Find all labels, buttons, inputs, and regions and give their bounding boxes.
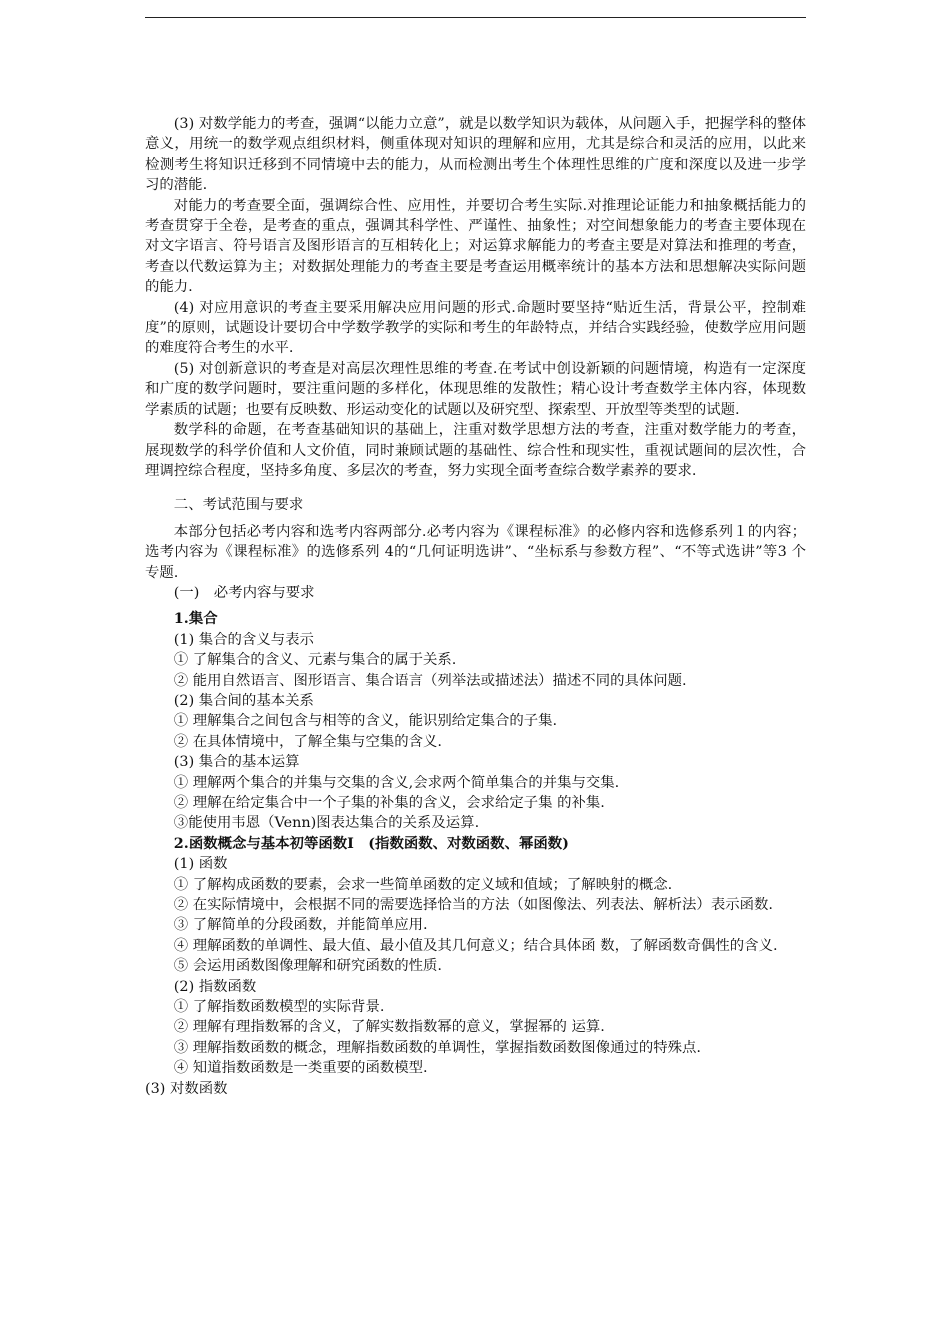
item-function-5: ⑤ 会运用函数图像理解和研究函数的性质. (173, 958, 442, 975)
item-exponential-function: (2) 指数函数 (173, 978, 257, 995)
item-exponential-3: ③ 理解指数函数的概念，理解指数函数的单调性，掌握指数函数图像通过的特殊点. (173, 1039, 702, 1056)
item-set-meaning-1: ① 了解集合的含义、元素与集合的属于关系. (173, 652, 457, 669)
item-function-2: ② 在实际情境中，会根据不同的需要选择恰当的方法（如图像法、列表法、解析法）表示函数. (173, 897, 773, 914)
item-exponential-1: ① 了解指数函数模型的实际背景. (173, 999, 385, 1016)
item-set-relations: (2) 集合间的基本关系 (173, 692, 314, 709)
item-set-operations-3: ③能使用韦恩（Venn)图表达集合的关系及运算. (173, 815, 480, 832)
item-set-relations-1: ① 理解集合之间包含与相等的含义，能识别给定集合的子集. (173, 713, 558, 730)
subsection-heading-required: (一) 必考内容与要求 (173, 584, 315, 601)
section-heading-scope: 二、考试范围与要求 (173, 497, 304, 514)
document-body (145, 114, 806, 1099)
item-exponential-4: ④ 知道指数函数是一类重要的函数模型. (173, 1060, 428, 1077)
item-logarithmic-function: (3) 对数函数 (145, 1080, 228, 1097)
item-exponential-2: ② 理解有理指数幂的含义，了解实数指数幂的意义，掌握幂的 运算. (173, 1019, 605, 1036)
paragraph-application-awareness: (4) 对应用意识的考查主要采用解决应用问题的形式.命题时要坚持“贴近生活，背景公平，控制难度”的原则，试题设计要切合中学数学教学的实际和考生的年龄特点，并结合实践经验，使数学应用问题的难度符合考生的水平. (145, 299, 806, 357)
item-set-meaning-2: ② 能用自然语言、图形语言、集合语言（列举法或描述法）描述不同的具体问题. (173, 672, 687, 689)
item-function-3: ③ 了解简单的分段函数，并能简单应用. (173, 917, 428, 934)
topic-heading-sets: 1.集合 (173, 610, 218, 628)
topic-heading-functions: 2.函数概念与基本初等函数Ⅰ (指数函数、对数函数、幂函数) (173, 834, 569, 852)
spacer (145, 481, 806, 495)
paragraph-innovation-awareness: (5) 对创新意识的考查是对高层次理性思维的考查.在考试中创设新颖的问题情境，构造有一定深度和广度的数学问题时，要注重问题的多样化，体现思维的发散性；精心设计考查数学主体内容，体现数学素质的试题；也要有反映数、形运动变化的试题以及研究型、探索型、开放型等类型的试题. (145, 360, 806, 418)
paragraph-math-ability: (3) 对数学能力的考查，强调“以能力立意”，就是以数学知识为载体，从问题入手，把握学科的整体意义，用统一的数学观点组织材料，侧重体现对知识的理解和应用，尤其是综合和灵活的应用，以此来检测考生将知识迁移到不同情境中去的能力，从而检测出考生个体理性思维的广度和深度以及进一步学习的潜能. (145, 116, 806, 194)
header-rule (145, 17, 806, 18)
item-function-1: ① 了解构成函数的要素，会求一些简单函数的定义域和值域；了解映射的概念. (173, 876, 673, 893)
item-function-4: ④ 理解函数的单调性、最大值、最小值及其几何意义；结合具体函 数，了解函数奇偶性的含义. (173, 937, 778, 954)
item-set-operations-2: ② 理解在给定集合中一个子集的补集的含义，会求给定子集 的补集. (173, 795, 605, 811)
paragraph-math-proposition: 数学科的命题，在考查基础知识的基础上，注重对数学思想方法的考查，注重对数学能力的考查，展现数学的科学价值和人文价值，同时兼顾试题的基础性、综合性和现实性，重视试题间的层次性，合理调控综合程度，坚持多角度、多层次的考查，努力实现全面考查综合数学素养的要求. (145, 422, 806, 479)
item-set-operations-1: ① 理解两个集合的并集与交集的含义,会求两个简单集合的并集与交集. (173, 774, 620, 791)
paragraph-ability-assessment: 对能力的考查要全面，强调综合性、应用性，并要切合考生实际.对推理论证能力和抽象概括能力的考查贯穿于全卷，是考查的重点，强调其科学性、严谨性、抽象性；对空间想象能力的考查主要体现在对文字语言、符号语言及图形语言的互相转化上；对运算求解能力的考查主要是对算法和推理的考查，考查以代数运算为主；对数据处理能力的考查主要是考查运用概率统计的基本方法和思想解决实际问题的能力. (145, 197, 806, 296)
item-set-relations-2: ② 在具体情境中，了解全集与空集的含义. (173, 733, 442, 750)
item-set-operations: (3) 集合的基本运算 (173, 754, 300, 771)
paragraph-scope-intro: 本部分包括必考内容和选考内容两部分.必考内容为《课程标准》的必修内容和选修系列１的内容；选考内容为《课程标准》的选修系列 4的“几何证明选讲”、“坐标系与参数方程”、“不等式选讲”等3 个 专题. (145, 523, 806, 581)
item-set-meaning: (1) 集合的含义与表示 (173, 631, 314, 648)
item-function: (1) 函数 (173, 856, 228, 873)
